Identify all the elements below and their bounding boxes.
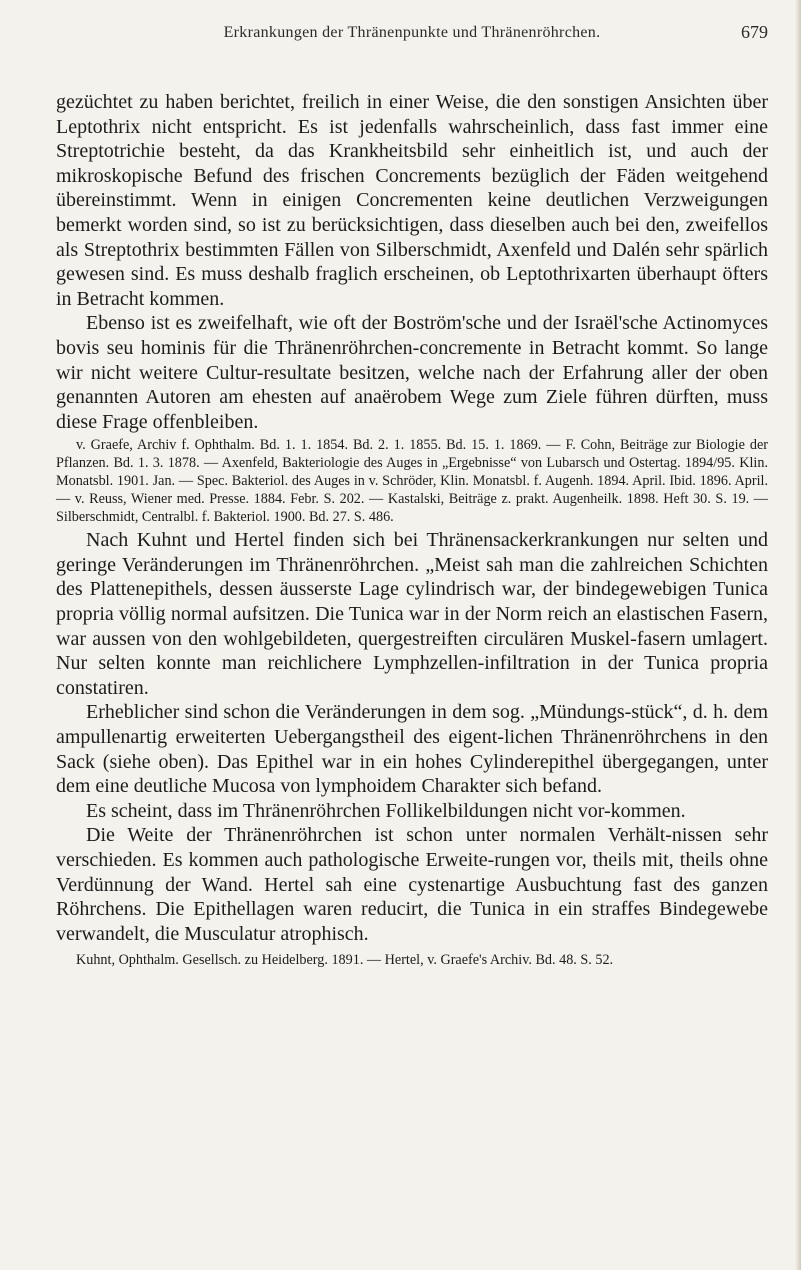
book-page	[56, 0, 768, 972]
body-text	[56, 90, 768, 970]
paragraph-1: gezüchtet zu haben berichtet, freilich in einer Weise, die den sonstigen Ansichten über Leptothrix nicht entspricht. Es ist jedenfalls wahrscheinlich, dass fast immer eine Streptotrichie besteht, da das Krankheitsbild sehr einheitlich ist, und auch der mikroskopische Befund des frischen Concrements bezüglich der Fäden weitgehend übereinstimmt. Wenn in einigen Concrementen keine deutlichen Verzweigungen bemerkt worden sind, so ist zu berücksichtigen, dass dieselben auch bei den, zweifellos als Streptothrix bestimmten Fällen von Silberschmidt, Axenfeld und Dalén sehr spärlich gewesen sind. Es muss deshalb fraglich erscheinen, ob Leptothrixarten überhaupt öfters in Betracht kommen.	[56, 91, 768, 310]
page-edge-shadow	[795, 0, 801, 1270]
references-2: Kuhnt, Ophthalm. Gesellsch. zu Heidelberg. 1891. — Hertel, v. Graefe's Archiv. Bd. 48. S. 52.	[76, 952, 614, 969]
references-1: v. Graefe, Archiv f. Ophthalm. Bd. 1. 1. 1854. Bd. 2. 1. 1855. Bd. 15. 1. 1869. — F. Cohn, Beiträge zur Biologie der Pflanzen. Bd. 1. 3. 1878. — Axenfeld, Bakteriologie des Auges in „Ergebnisse“ von Lubarsch und Ostertag. 1894/95. Klin. Monatsbl. 1901. Jan. — Spec. Bakteriol. des Auges in v. Schröder, Klin. Monatsbl. f. Augenh. 1894. April. Ibid. 1896. April. — v. Reuss, Wiener med. Presse. 1884. Febr. S. 202. — Kastalski, Beiträge z. prakt. Augenheilk. 1898. Heft 30. S. 19. — Silberschmidt, Centralbl. f. Bakteriol. 1900. Bd. 27. S. 486.	[56, 437, 768, 525]
paragraph-6: Die Weite der Thränenröhrchen ist schon unter normalen Verhält-nissen sehr verschieden. Es kommen auch pathologische Erweite-rungen vor, theils mit, theils ohne Verdünnung der Wand. Hertel sah eine cystenartige Ausbuchtung fast des ganzen Röhrchens. Die Epithellagen waren reducirt, die Tunica in ein straffes Bindegewebe verwandelt, die Musculatur atrophisch.	[56, 824, 768, 945]
page-header	[56, 18, 768, 58]
page-number: 679	[741, 22, 768, 42]
paragraph-5: Es scheint, dass im Thränenröhrchen Follikelbildungen nicht vor-kommen.	[86, 799, 686, 822]
paragraph-3: Nach Kuhnt und Hertel finden sich bei Thränensackerkrankungen nur selten und geringe Veränderungen im Thränenröhrchen. „Meist sah man die zahlreichen Schichten des Plattenepithels, dessen äusserste Lage cylindrisch war, der bindegewebigen Tunica propria völlig normal aufsitzen. Die Tunica war in der Norm reich an elastischen Fasern, war aussen von den wohlgebildeten, quergestreiften circulären Muskel-fasern umlagert. Nur selten konnte man reichlichere Lymphzellen-infiltration in der Tunica propria constatiren.	[56, 529, 768, 699]
paragraph-2: Ebenso ist es zweifelhaft, wie oft der Boström'sche und der Israël'sche Actinomyces bovis seu hominis für die Thränenröhrchen-concremente in Betracht kommt. So lange wir nicht weitere Cultur-resultate besitzen, welche nach der Erfahrung aller der oben genannten Autoren am ehesten auf anaërobem Wege zum Ziele führen dürften, muss diese Frage offenbleiben.	[56, 312, 768, 433]
running-title: Erkrankungen der Thränenpunkte und Thränenröhrchen.	[223, 24, 601, 41]
paragraph-4: Erheblicher sind schon die Veränderungen in dem sog. „Mündungs-stück“, d. h. dem ampullenartig erweiterten Uebergangstheil des eigent-lichen Thränenröhrchens in den Sack (siehe oben). Das Epithel war in ein hohes Cylinderepithel übergegangen, unter dem eine deutliche Mucosa von lymphoidem Charakter sich befand.	[56, 701, 768, 798]
